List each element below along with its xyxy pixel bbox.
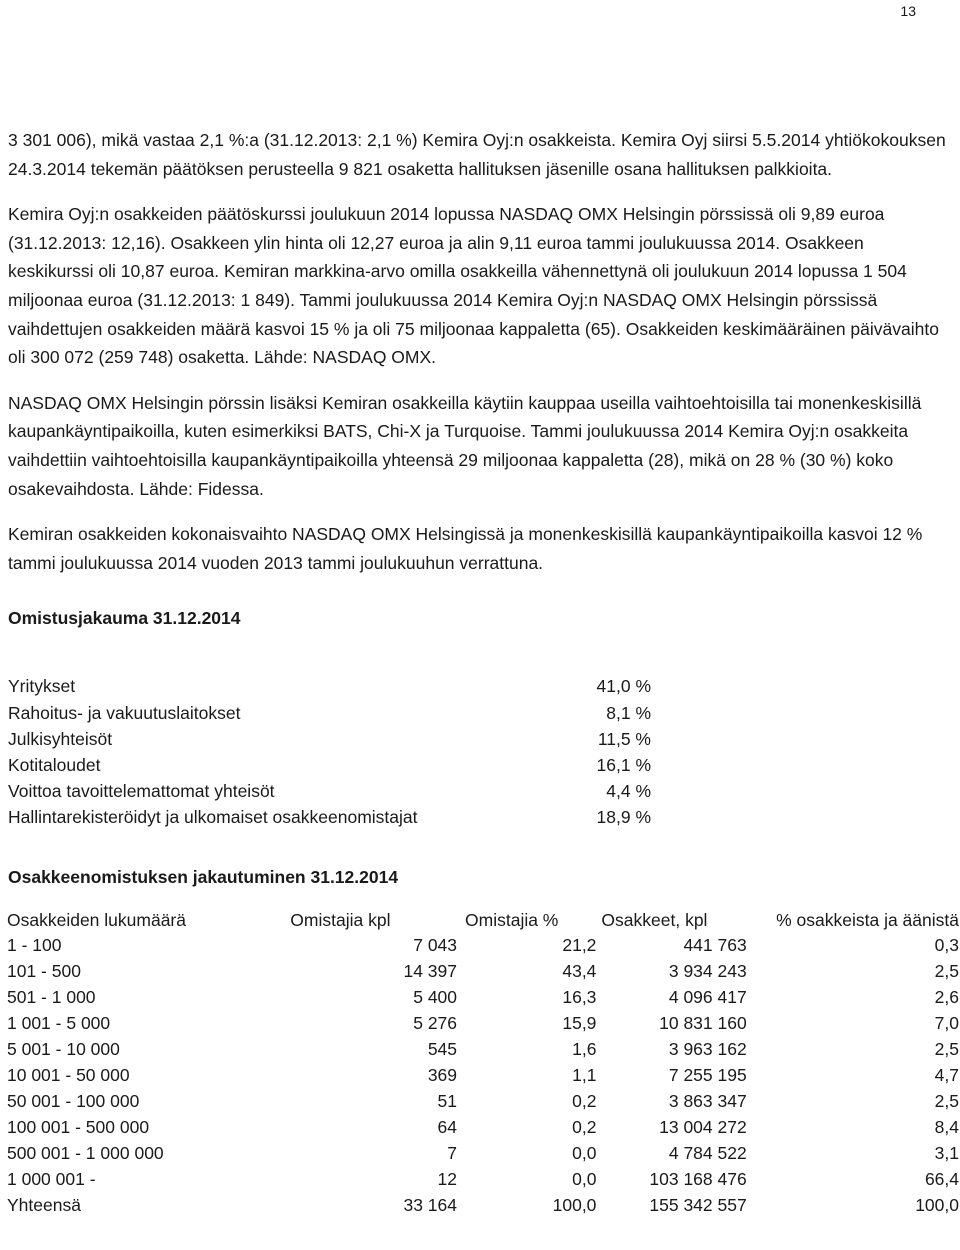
shares-count: 3 863 347: [668, 1090, 747, 1111]
share-range: 5 001 - 10 000: [7, 1039, 120, 1060]
paragraph: 3 301 006), mikä vastaa 2,1 %:a (31.12.2013: 2,1 %) Kemira Oyj:n osakkeista. Kemira Oyj siirsi 5.5.2014 yhtiökokouksen 24.3.2014 tekemän päätöksen perusteella 9 821 osaketta hallituksen jäsenille osana hallituksen palkkioita.: [8, 130, 946, 179]
table-row: [8, 778, 653, 804]
share-range: 1 000 001 -: [7, 1168, 96, 1189]
shares-count: 3 963 162: [668, 1039, 747, 1060]
owners-count: 5 276: [413, 1013, 458, 1034]
table-row: [8, 726, 653, 752]
owner-share: 41,0 %: [596, 676, 651, 697]
owners-percent: 0,0: [572, 1168, 597, 1189]
owner-category: Kotitaloudet: [8, 754, 101, 775]
table-row: [7, 1063, 959, 1089]
table-row: [8, 673, 653, 699]
owner-category: Voittoa tavoittelemattomat yhteisöt: [8, 781, 275, 802]
owner-category: Yritykset: [8, 676, 76, 697]
table-header-row: [7, 908, 959, 934]
shares-votes-percent: 2,6: [934, 987, 959, 1008]
share-range: 101 - 500: [7, 961, 81, 982]
share-range: 500 001 - 1 000 000: [7, 1142, 164, 1163]
owner-share: 4,4 %: [606, 781, 651, 802]
column-header: % osakkeista ja äänistä: [776, 909, 959, 930]
owner-category: Julkisyhteisöt: [8, 728, 113, 749]
shares-votes-percent: 100,0: [915, 1194, 959, 1215]
paragraph: Kemira Oyj:n osakkeiden päätöskurssi joulukuun 2014 lopussa NASDAQ OMX Helsingin pörssissä oli 9,89 euroa (31.12.2013: 12,16). Osakkeen ylin hinta oli 12,27 euroa ja alin 9,11 euroa tammi joulukuussa 2014. Osakkeen keskikurssi oli 10,87 euroa. Kemiran markkina-arvo omilla osakkeilla vähennettynä oli joulukuun 2014 lopussa 1 504 miljoonaa euroa (31.12.2013: 1 849). Tammi joulukuussa 2014 Kemira Oyj:n NASDAQ OMX Helsingin pörssissä vaihdettujen osakkeiden määrä kasvoi 15 % ja oli 75 miljoonaa kappaletta (65). Osakkeiden keskimääräinen päivävaihto oli 300 072 (259 748) osaketta. Lähde: NASDAQ OMX.: [8, 204, 939, 368]
table-row: [7, 1089, 959, 1115]
shares-count: 7 255 195: [668, 1064, 747, 1085]
shares-votes-percent: 2,5: [934, 1090, 959, 1111]
owner-share: 18,9 %: [596, 807, 651, 828]
shares-count: 4 096 417: [668, 987, 747, 1008]
owner-category: Hallintarekisteröidyt ja ulkomaiset osakkeenomistajat: [8, 807, 418, 828]
table-row: [7, 959, 959, 985]
ownership-table: [8, 673, 653, 830]
shares-count: 3 934 243: [668, 961, 747, 982]
owners-count: 7: [447, 1142, 458, 1163]
share-range: 1 - 100: [7, 935, 62, 956]
table-row: [7, 1037, 959, 1063]
column-header: Osakkeiden lukumäärä: [7, 909, 186, 930]
owners-percent: 43,4: [562, 961, 597, 982]
table-row: [7, 933, 959, 959]
ownership-heading: Omistusjakauma 31.12.2014: [8, 608, 241, 629]
owners-count: 5 400: [413, 987, 458, 1008]
shares-votes-percent: 0,3: [934, 935, 959, 956]
owner-share: 8,1 %: [606, 702, 651, 723]
paragraph: NASDAQ OMX Helsingin pörssin lisäksi Kemiran osakkeilla käytiin kauppaa useilla vaihtoehtoisilla tai monenkeskisillä kaupankäyntipaikoilla, kuten esimerkiksi BATS, Chi-X ja Turquoise. Tammi joulukuussa 2014 Kemira Oyj:n osakkeita vaihdettiin vaihtoehtoisilla kaupankäyntipaikoilla yhteensä 29 miljoonaa kappaletta (28), mikä on 28 % (30 %) koko osakevaihdosta. Lähde: Fidessa.: [8, 392, 922, 499]
owners-count: 545: [427, 1039, 458, 1060]
shares-count: 4 784 522: [668, 1142, 747, 1163]
table-row: [8, 804, 653, 830]
column-header: Omistajia %: [465, 909, 559, 930]
shares-votes-percent: 8,4: [934, 1116, 959, 1137]
owners-percent: 15,9: [562, 1013, 597, 1034]
share-range: 10 001 - 50 000: [7, 1064, 130, 1085]
owners-percent: 1,1: [572, 1064, 597, 1085]
shares-count: 103 168 476: [649, 1168, 747, 1189]
owners-percent: 0,2: [572, 1090, 597, 1111]
owner-share: 16,1 %: [596, 754, 651, 775]
share-range: 50 001 - 100 000: [7, 1090, 140, 1111]
shares-count: 13 004 272: [659, 1116, 747, 1137]
column-header: Osakkeet, kpl: [601, 909, 708, 930]
table-row: [7, 1115, 959, 1141]
table-row: [7, 1193, 959, 1219]
owners-percent: 0,0: [572, 1142, 597, 1163]
share-range: 1 001 - 5 000: [7, 1013, 111, 1034]
owners-count: 33 164: [403, 1194, 458, 1215]
share-range: 501 - 1 000: [7, 987, 96, 1008]
table-row: [7, 1141, 959, 1167]
distribution-table: [7, 908, 959, 1219]
table-row: [8, 700, 653, 726]
shares-count: 10 831 160: [659, 1013, 747, 1034]
owners-percent: 16,3: [562, 987, 597, 1008]
page-content: [7, 126, 959, 1218]
owners-count: 64: [437, 1116, 458, 1137]
owners-percent: 100,0: [552, 1194, 597, 1215]
page-number: 13: [900, 3, 916, 19]
owners-percent: 1,6: [572, 1039, 597, 1060]
shares-votes-percent: 7,0: [934, 1013, 959, 1034]
owners-count: 7 043: [413, 935, 458, 956]
share-range: 100 001 - 500 000: [7, 1116, 150, 1137]
owner-share: 11,5 %: [597, 728, 651, 749]
table-row: [8, 752, 653, 778]
table-row: [7, 1011, 959, 1037]
column-header: Omistajia kpl: [290, 909, 391, 930]
shares-count: 155 342 557: [649, 1194, 747, 1215]
distribution-heading: Osakkeenomistuksen jakautuminen 31.12.2014: [8, 866, 399, 887]
shares-votes-percent: 3,1: [934, 1142, 959, 1163]
shares-votes-percent: 4,7: [934, 1064, 959, 1085]
owners-percent: 21,2: [562, 935, 597, 956]
owners-count: 14 397: [403, 961, 458, 982]
shares-count: 441 763: [683, 935, 747, 956]
shares-votes-percent: 2,5: [934, 1039, 959, 1060]
owners-count: 369: [427, 1064, 458, 1085]
share-range: Yhteensä: [7, 1194, 81, 1215]
owners-count: 12: [437, 1168, 458, 1189]
table-row: [7, 1167, 959, 1193]
owners-count: 51: [437, 1090, 458, 1111]
shares-votes-percent: 2,5: [934, 961, 959, 982]
shares-votes-percent: 66,4: [924, 1168, 959, 1189]
owners-percent: 0,2: [572, 1116, 597, 1137]
owner-category: Rahoitus- ja vakuutuslaitokset: [8, 702, 241, 723]
table-row: [7, 985, 959, 1011]
paragraph: Kemiran osakkeiden kokonaisvaihto NASDAQ OMX Helsingissä ja monenkeskisillä kaupankäyntipaikoilla kasvoi 12 % tammi joulukuussa 2014 vuoden 2013 tammi joulukuuhun verrattuna.: [8, 524, 923, 573]
